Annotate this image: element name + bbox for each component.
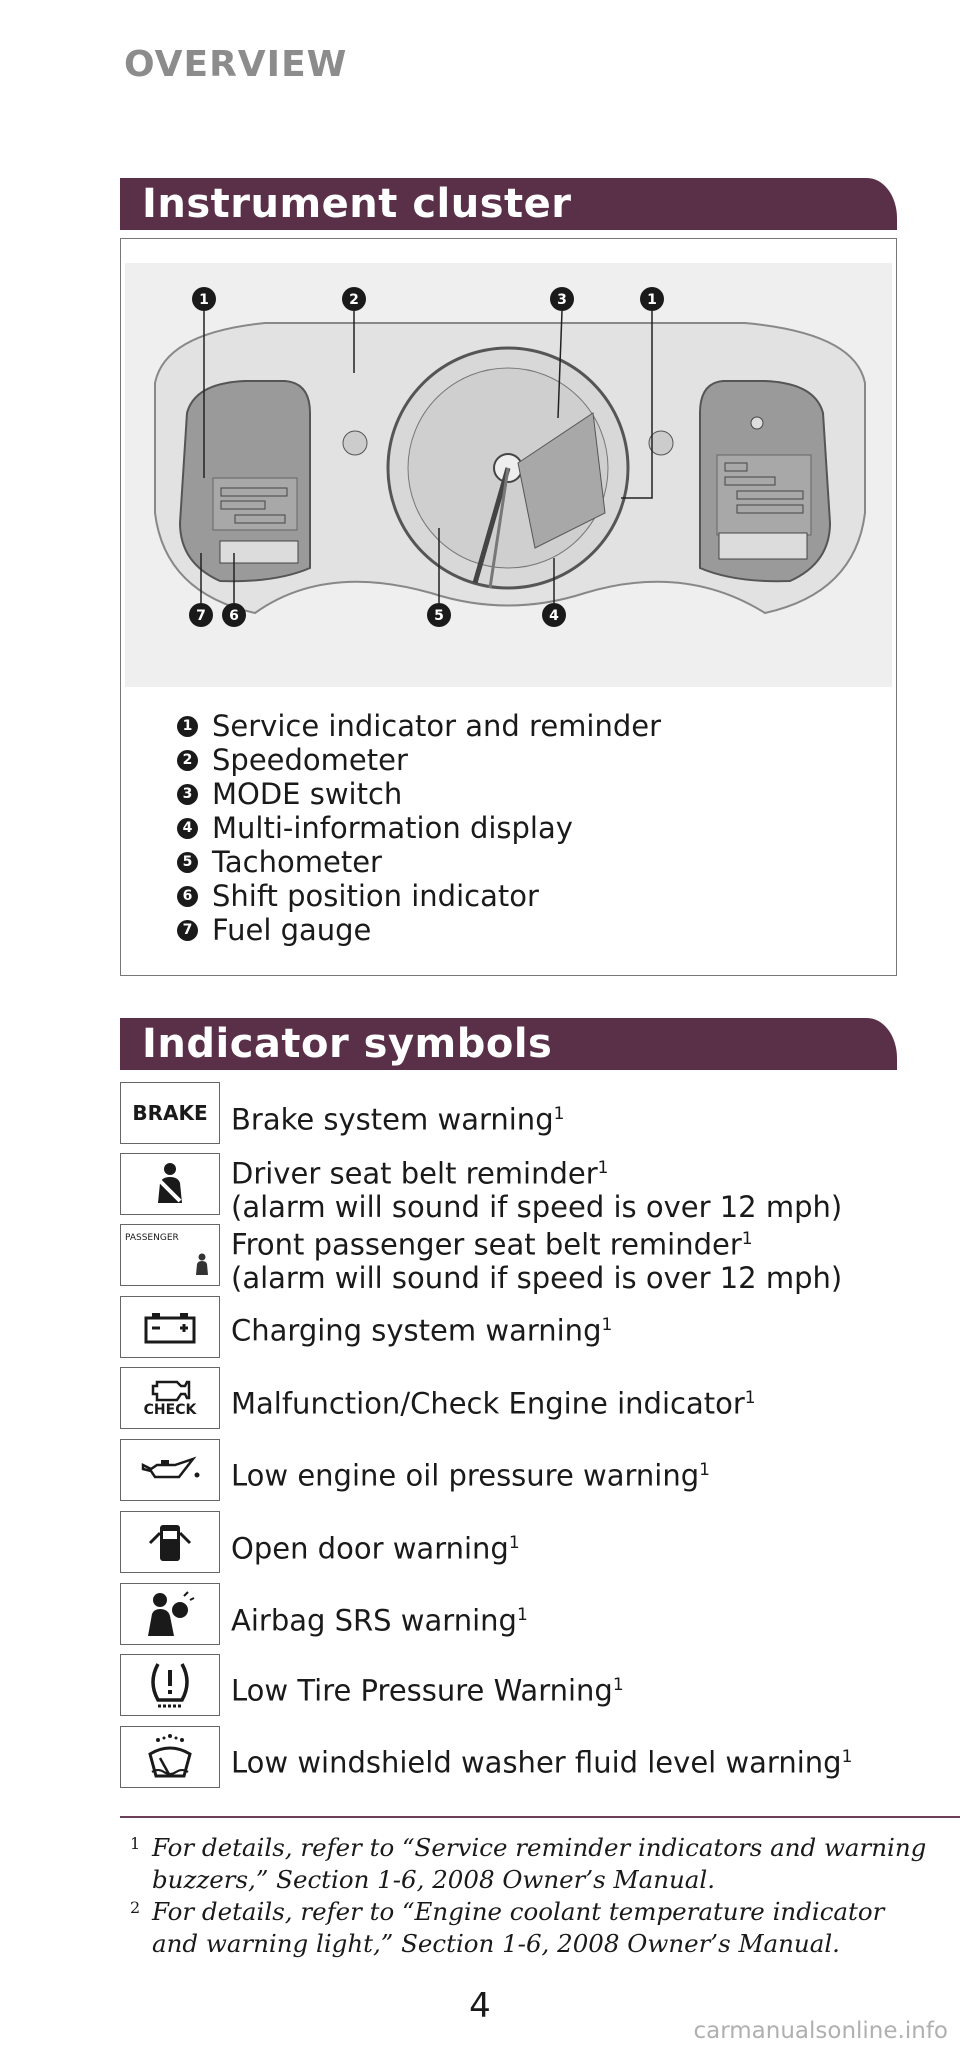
footnotes <box>130 1832 930 1960</box>
tire-pressure-icon <box>120 1654 220 1716</box>
indicator-label <box>231 1152 842 1224</box>
callout-5 <box>427 603 451 627</box>
brake-icon-text: BRAKE <box>132 1101 208 1125</box>
legend-label: Shift position indicator <box>212 879 539 913</box>
brake-icon <box>120 1082 220 1144</box>
indicator-row-charging <box>120 1296 920 1360</box>
indicator-label <box>231 1098 564 1137</box>
legend-number: 6 <box>177 886 198 907</box>
passenger-seatbelt-icon <box>120 1224 220 1286</box>
footnote-ref: 1 <box>744 1388 756 1408</box>
callout-2 <box>342 287 366 311</box>
indicator-row-tire-pressure <box>120 1654 920 1718</box>
indicator-label <box>231 1599 528 1638</box>
footnote-ref: 1 <box>516 1605 528 1625</box>
callout-label: 6 <box>229 608 239 624</box>
indicator-row-driver-seatbelt <box>120 1153 920 1224</box>
check-icon-text: CHECK <box>143 1402 197 1418</box>
legend-item <box>177 743 661 777</box>
oil-can-icon <box>120 1439 220 1501</box>
indicator-label <box>231 1223 842 1295</box>
callout-6 <box>222 603 246 627</box>
watermark: carmanualsonline.info <box>693 2018 948 2044</box>
cluster-legend <box>177 709 661 947</box>
indicator-row-oil-pressure <box>120 1439 920 1503</box>
callout-label: 5 <box>434 608 444 624</box>
footnote-ref: 1 <box>601 1315 613 1335</box>
legend-label: Speedometer <box>212 743 408 777</box>
legend-label: Fuel gauge <box>212 913 372 947</box>
indicator-label-text: Airbag SRS warning <box>231 1603 517 1638</box>
instrument-cluster-panel <box>120 238 897 976</box>
callout-1-left <box>192 287 216 311</box>
callout-label: 1 <box>199 292 209 308</box>
callout-label: 3 <box>557 292 567 308</box>
indicator-label-text: Low Tire Pressure Warning <box>231 1673 613 1708</box>
indicator-label <box>231 1382 756 1421</box>
legend-item <box>177 845 661 879</box>
legend-number: 2 <box>177 750 198 771</box>
indicator-row-washer-fluid <box>120 1726 920 1790</box>
footnote-1 <box>130 1832 930 1896</box>
indicator-note: (alarm will sound if speed is over 12 mph) <box>231 1260 843 1295</box>
indicator-label-text: Driver seat belt reminder <box>231 1156 598 1191</box>
open-door-icon <box>120 1511 220 1573</box>
instrument-cluster-title: Instrument cluster <box>142 181 572 227</box>
page-number: 4 <box>469 1986 491 2026</box>
indicator-label-text: Charging system warning <box>231 1313 602 1348</box>
legend-number: 3 <box>177 784 198 805</box>
check-engine-icon <box>120 1367 220 1429</box>
legend-label: MODE switch <box>212 777 403 811</box>
legend-item <box>177 709 661 743</box>
passenger-icon-text: PASSENGER <box>125 1233 179 1243</box>
indicator-symbols-title: Indicator symbols <box>142 1021 553 1067</box>
indicator-label-text: Open door warning <box>231 1531 509 1566</box>
indicator-row-check-engine <box>120 1367 920 1431</box>
legend-label: Multi-information display <box>212 811 573 845</box>
indicator-label <box>231 1741 852 1780</box>
legend-number: 4 <box>177 818 198 839</box>
instrument-cluster-diagram <box>125 263 892 687</box>
indicator-label-text: Low windshield washer fluid level warning <box>231 1745 842 1780</box>
instrument-cluster-banner <box>120 178 897 230</box>
footnote-mark: 1 <box>130 1834 141 1853</box>
footnote-ref: 1 <box>597 1158 609 1178</box>
indicator-row-open-door <box>120 1511 920 1575</box>
indicator-note: (alarm will sound if speed is over 12 mph) <box>231 1189 843 1224</box>
footnote-ref: 1 <box>699 1460 710 1480</box>
indicator-label-text: Brake system warning <box>231 1102 554 1137</box>
footnote-text: For details, refer to “Engine coolant temperature indicator and warning light,” Section 1-6, 2008 Owner’s Manual. <box>152 1897 885 1958</box>
indicator-row-airbag <box>120 1583 920 1647</box>
driver-seatbelt-icon <box>120 1153 220 1215</box>
legend-item <box>177 879 661 913</box>
indicator-label-text: Malfunction/Check Engine indicator <box>231 1386 745 1421</box>
airbag-icon <box>120 1583 220 1645</box>
indicator-label <box>231 1309 612 1348</box>
washer-fluid-icon <box>120 1726 220 1788</box>
footnote-text: For details, refer to “Service reminder indicators and warning buzzers,” Section 1-6, 2008 Owner’s Manual. <box>152 1833 927 1894</box>
footnote-ref: 1 <box>741 1229 753 1249</box>
callout-7 <box>189 603 213 627</box>
indicator-label <box>231 1454 710 1493</box>
footnote-mark: 2 <box>130 1898 141 1917</box>
footnote-divider <box>120 1816 960 1818</box>
indicator-label-text: Front passenger seat belt reminder <box>231 1227 742 1262</box>
footnote-2 <box>130 1896 930 1960</box>
indicator-label-text: Low engine oil pressure warning <box>231 1458 700 1493</box>
footnote-ref: 1 <box>508 1533 520 1553</box>
indicator-label <box>231 1527 520 1566</box>
legend-item <box>177 913 661 947</box>
callout-label: 1 <box>647 292 657 308</box>
callout-3 <box>550 287 574 311</box>
footnote-ref: 1 <box>553 1104 565 1124</box>
footnote-ref: 1 <box>841 1747 853 1767</box>
callout-label: 2 <box>349 292 359 308</box>
indicator-label <box>231 1669 624 1708</box>
indicator-row-passenger-seatbelt <box>120 1224 920 1295</box>
indicator-row-brake <box>120 1082 920 1146</box>
footnote-ref: 1 <box>612 1675 624 1695</box>
legend-number: 7 <box>177 920 198 941</box>
legend-item <box>177 811 661 845</box>
callout-label: 7 <box>196 608 206 624</box>
legend-number: 1 <box>177 716 198 737</box>
callout-1-right <box>640 287 664 311</box>
legend-label: Tachometer <box>212 845 382 879</box>
callout-label: 4 <box>549 608 559 624</box>
battery-icon <box>120 1296 220 1358</box>
legend-label: Service indicator and reminder <box>212 709 662 743</box>
indicator-symbols-banner <box>120 1018 897 1070</box>
legend-number: 5 <box>177 852 198 873</box>
section-title: OVERVIEW <box>124 44 348 85</box>
callout-4 <box>542 603 566 627</box>
legend-item <box>177 777 661 811</box>
